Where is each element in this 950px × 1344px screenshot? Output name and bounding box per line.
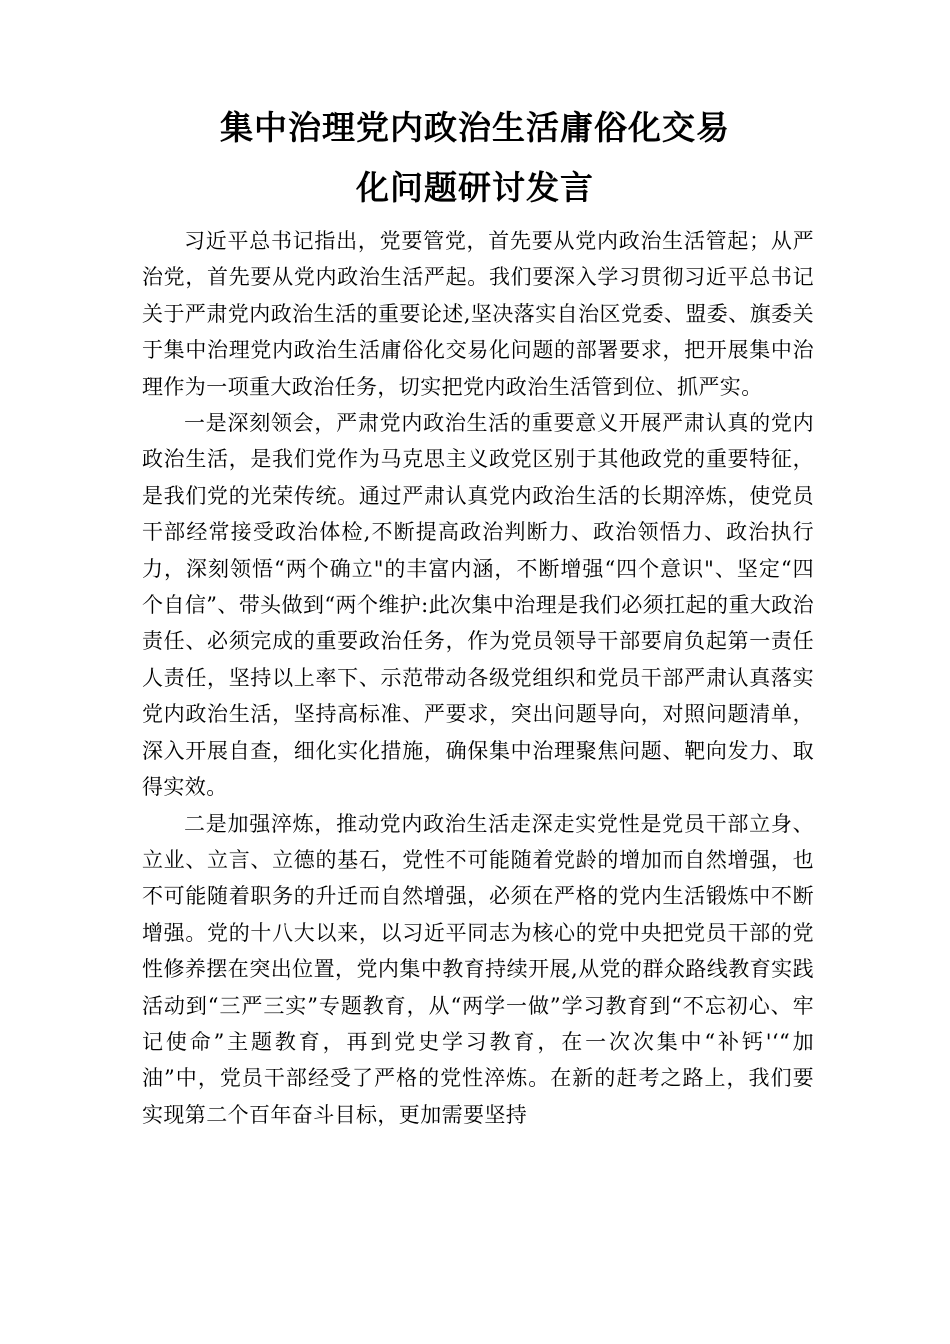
paragraph-point-two: 二是加强淬炼，推动党内政治生活走深走实党性是党员干部立身、立业、立言、立德的基石，党性不可能随着党龄的增加而自然增强，也不可能随着职务的升迁而自然增强，必须在严格的党内生活锻炼中不断增强。党的十八大以来，以习近平同志为核心的党中央把党员干部的党性修养摆在突出位置，党内集中教育持续开展,从党的群众路线教育实践活动到“三严三实”专题教育，从“两学一做”学习教育到“不忘初心、牢记使命”主题教育，再到党史学习教育，在一次次集中“补钙'‘“加油”中，党员干部经受了严格的党性淬炼。在新的赶考之路上，我们要实现第二个百年奋斗目标，更加需要坚持 <box>142 811 814 1127</box>
document-title-line1: 集中治理党内政治生活庸俗化交易 <box>220 108 730 147</box>
document-body <box>142 223 814 1133</box>
paragraph-intro: 习近平总书记指出，党要管党，首先要从党内政治生活管起；从严治党，首先要从党内政治生活严起。我们要深入学习贯彻习近平总书记关于严肃党内政治生活的重要论述,坚决落实自治区党委、盟委、旗委关于集中治理党内政治生活庸俗化交易化问题的部署要求，把开展集中治理作为一项重大政治任务，切实把党内政治生活管到位、抓严实。 <box>142 229 814 399</box>
document-title-line2: 化问题研讨发言 <box>356 168 594 207</box>
paragraph-point-one: 一是深刻领会，严肃党内政治生活的重要意义开展严肃认真的党内政治生活，是我们党作为马克思主义政党区别于其他政党的重要特征，是我们党的光荣传统。通过严肃认真党内政治生活的长期淬炼，使党员干部经常接受政治体检,不断提高政治判断力、政治领悟力、政治执行力，深刻领悟“两个确立"的丰富内涵，不断增强“四个意识"、坚定“四个自信”、带头做到“两个维护:此次集中治理是我们必须扛起的重大政治责任、必须完成的重要政治任务，作为党员领导干部要肩负起第一责任人责任，坚持以上率下、示范带动各级党组织和党员干部严肃认真落实党内政治生活，坚持高标准、严要求，突出问题导向，对照问题清单，深入开展自查，细化实化措施，确保集中治理聚焦问题、靶向发力、取得实效。 <box>142 411 814 800</box>
